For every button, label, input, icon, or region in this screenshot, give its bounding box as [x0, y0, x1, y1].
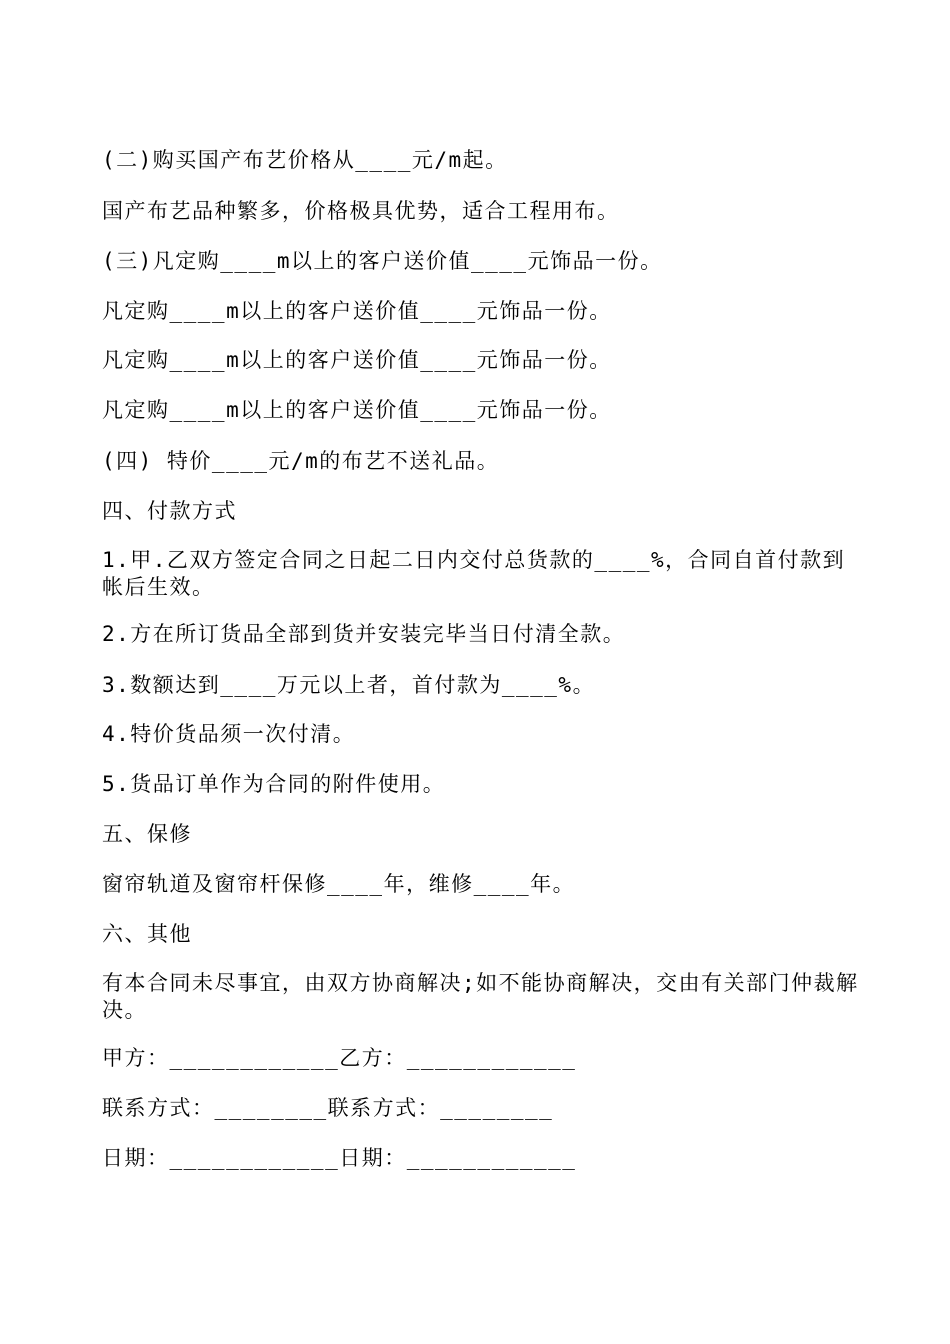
section-heading-payment: 四、付款方式: [102, 499, 237, 523]
clause-domestic-fabric-price: (二)购买国产布艺价格从____元/m起。: [102, 148, 508, 172]
clause-gift-offer: (三)凡定购____m以上的客户送价值____元饰品一份。: [102, 249, 663, 273]
payment-item-3: 3.数额达到____万元以上者，首付款为____%。: [102, 673, 596, 697]
gift-offer-line: 凡定购____m以上的客户送价值____元饰品一份。: [102, 348, 612, 372]
warranty-terms: 窗帘轨道及窗帘杆保修____年，维修____年。: [102, 872, 576, 896]
payment-item-5: 5.货品订单作为合同的附件使用。: [102, 772, 446, 796]
payment-item-2: 2.方在所订货品全部到货并安装完毕当日付清全款。: [102, 622, 626, 646]
signature-contact-line: 联系方式：________联系方式：________: [102, 1096, 554, 1120]
payment-item-1: 1.甲.乙双方签定合同之日起二日内交付总货款的____%，合同自首付款到帐后生效。: [102, 548, 846, 599]
gift-offer-line: 凡定购____m以上的客户送价值____元饰品一份。: [102, 299, 612, 323]
section-heading-warranty: 五、保修: [102, 822, 192, 846]
clause-special-price: (四) 特价____元/m的布艺不送礼品。: [102, 449, 500, 473]
signature-date-line: 日期：____________日期：____________: [102, 1146, 577, 1170]
domestic-fabric-note: 国产布艺品种繁多，价格极具优势，适合工程用布。: [102, 199, 620, 223]
payment-item-4: 4.特价货品须一次付清。: [102, 722, 356, 746]
section-heading-other: 六、其他: [102, 922, 192, 946]
signature-party-line: 甲方：____________乙方：____________: [102, 1046, 577, 1070]
gift-offer-line: 凡定购____m以上的客户送价值____元饰品一份。: [102, 398, 612, 422]
other-terms: 有本合同未尽事宜，由双方协商解决;如不能协商解决，交由有关部门仲裁解决。: [102, 971, 859, 1022]
